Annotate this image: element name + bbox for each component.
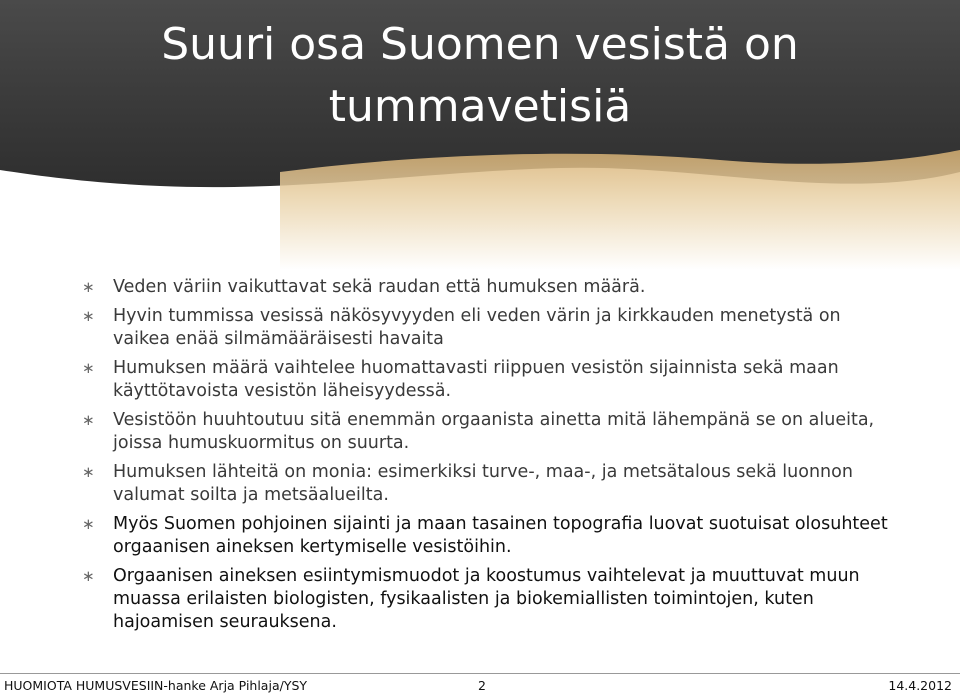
- bullet-text: Veden väriin vaikuttavat sekä raudan että humuksen määrä.: [113, 277, 646, 297]
- slide-title: [0, 14, 960, 138]
- bullet-text: Humuksen määrä vaihtelee huomattavasti riippuen vesistön sijainnista sekä maan käyttötavoista vesistön läheisyydessä.: [113, 358, 839, 401]
- bullet-text: Orgaanisen aineksen esiintymismuodot ja koostumus vaihtelevat ja muuttuvat muun muassa erilaisten biologisten, fysikaalisten ja biokemiallisten toimintojen, kuten hajoamisen seurauksena.: [113, 566, 860, 632]
- bullet-text: Myös Suomen pohjoinen sijainti ja maan tasainen topografia luovat suotuisat olosuhteet orgaanisen aineksen kertymiselle vesistöihin.: [113, 514, 888, 557]
- bullet-star-icon: ∗: [82, 359, 95, 377]
- bullet-item: [82, 565, 902, 634]
- bullet-text: Hyvin tummissa vesissä näkösyvyyden eli veden värin ja kirkkauden menetystä on vaikea enää silmämääräisesti havaita: [113, 306, 841, 349]
- bullet-item: [82, 305, 902, 351]
- slide-title-line-1: Suuri osa Suomen vesistä on: [161, 19, 799, 70]
- slide-footer: [0, 678, 960, 694]
- bullet-star-icon: ∗: [82, 411, 95, 429]
- bullet-item: [82, 461, 902, 507]
- bullet-item: [82, 276, 902, 299]
- footer-project-author: HUOMIOTA HUMUSVESIIN-hanke Arja Pihlaja/YSY: [4, 678, 308, 693]
- bullet-item: [82, 357, 902, 403]
- bullet-star-icon: ∗: [82, 463, 95, 481]
- footer-divider: [0, 673, 960, 674]
- bullet-list: [82, 276, 902, 640]
- bullet-item: [82, 409, 902, 455]
- bullet-star-icon: ∗: [82, 307, 95, 325]
- bullet-star-icon: ∗: [82, 278, 95, 296]
- slide-title-line-2: tummavetisiä: [328, 81, 632, 132]
- footer-date: 14.4.2012: [888, 678, 952, 693]
- bullet-star-icon: ∗: [82, 515, 95, 533]
- bullet-star-icon: ∗: [82, 567, 95, 585]
- footer-page-number: 2: [478, 678, 486, 693]
- decorative-wave: [280, 150, 960, 270]
- bullet-item: [82, 513, 902, 559]
- bullet-text: Vesistöön huuhtoutuu sitä enemmän orgaanista ainetta mitä lähempänä se on alueita, joissa humuskuormitus on suurta.: [113, 410, 875, 453]
- bullet-text: Humuksen lähteitä on monia: esimerkiksi turve-, maa-, ja metsätalous sekä luonnon valumat soilta ja metsäalueilta.: [113, 462, 853, 505]
